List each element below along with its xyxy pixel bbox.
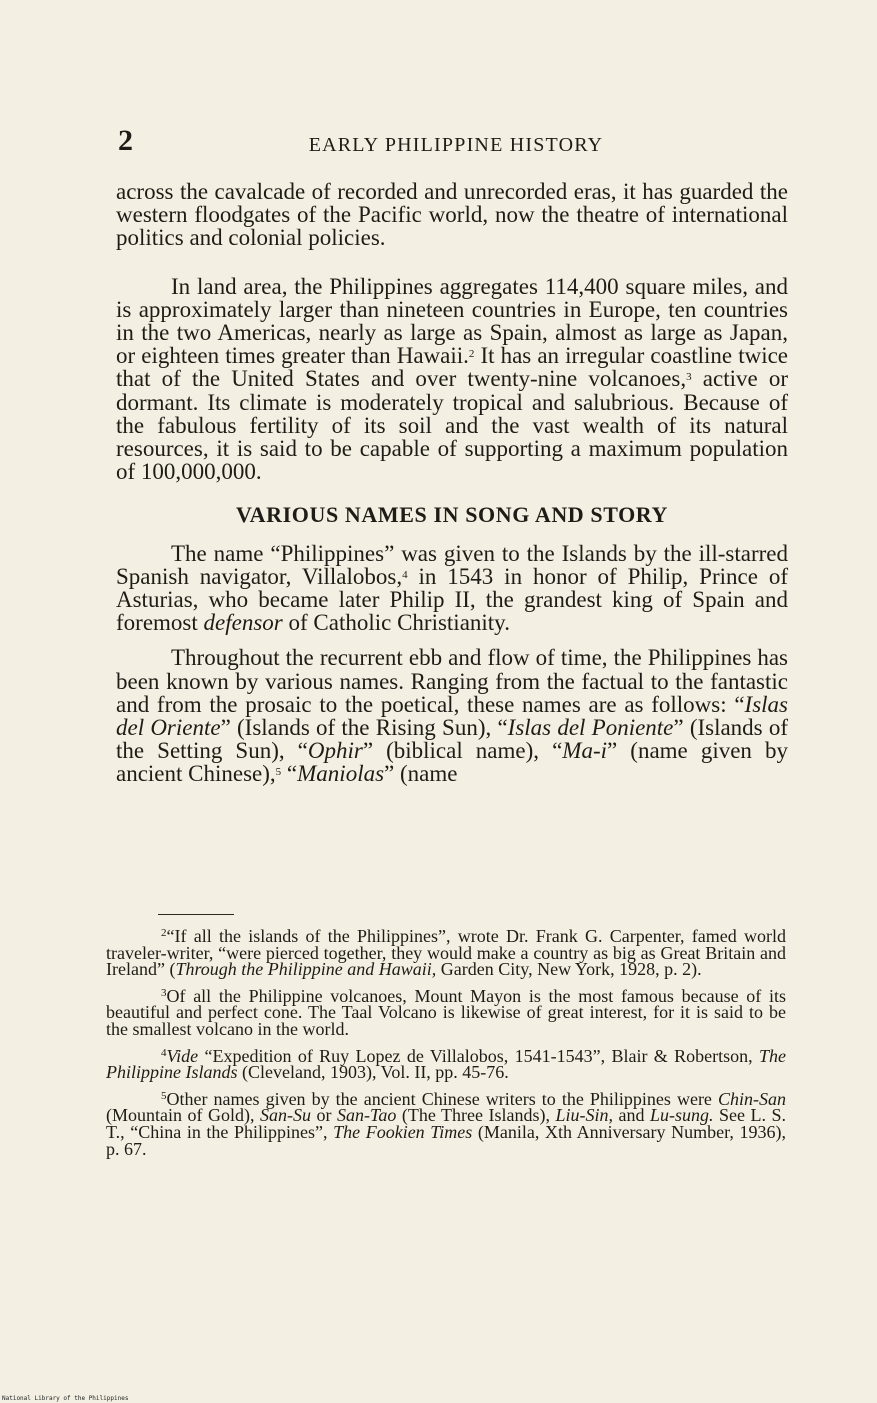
text-run: See L. S. T., “China in the Philippines”,: [106, 1105, 786, 1142]
text-run: (Manila, Xth Anniversary Number, 1936), p. 67.: [106, 1121, 786, 1159]
text-run: or: [310, 1105, 337, 1126]
text-run: (The Three Islands),: [396, 1105, 556, 1126]
footnote-number: 3: [161, 986, 167, 999]
italic-term: Islas del Oriente: [116, 691, 788, 741]
italic-term: Chin-San: [717, 1088, 786, 1109]
text-run: The name “Philippines” was given to the Islands by the ill-starred Spanish navigator, Villalobos,: [116, 540, 788, 589]
text-run: Garden City, New York, 1928, p. 2).: [436, 959, 702, 980]
italic-term: The Fookien Times: [333, 1121, 473, 1142]
text-run: “: [281, 761, 298, 787]
text-run: Other names given by the ancient Chinese writers to the Philippines were: [166, 1088, 718, 1109]
text-run: “Expedition of Ruy Lopez de Villalobos, 1541-1543”, Blair & Robertson,: [198, 1045, 759, 1066]
text-run: (Cleveland, 1903), Vol. II, pp. 45-76.: [237, 1062, 509, 1083]
footnote-ref: 2: [468, 348, 475, 361]
text-run: ” (biblical name), “: [362, 738, 563, 764]
italic-term: defensor: [203, 610, 283, 636]
italic-term: Through the Philippine and Hawaii,: [175, 959, 437, 980]
text-run: In land area, the Philippines aggregates 114,400 square miles, and is approximately larger than nineteen countries in Europe, ten countries in the two Americas, nearly as large as Spain, almost as large as Japan, or eighteen times greater than Hawaii.: [116, 273, 788, 369]
text-run: ” (name: [384, 761, 458, 787]
footnote-ref: 5: [275, 766, 282, 779]
section-heading: VARIOUS NAMES IN SONG AND STORY: [235, 502, 669, 528]
text-run: ” (name given by ancient Chinese),: [116, 738, 788, 787]
body-text: [116, 180, 788, 786]
text-run: ” (Islands of the Rising Sun), “: [220, 715, 508, 741]
running-head: EARLY PHILIPPINE HISTORY: [308, 134, 604, 156]
footnote-number: 5: [161, 1089, 167, 1102]
text-run: and: [612, 1105, 650, 1126]
italic-term: Ophir: [307, 738, 363, 764]
italic-term: Lu-sung.: [649, 1105, 714, 1126]
footnote: [106, 1045, 786, 1083]
text-run: Of all the Philippine volcanoes, Mount Mayon is the most famous because of its beautiful and perfect cone. The Taal Volcano is likewise of great interest, for it is said to be the smallest volcano in the world.: [106, 985, 786, 1039]
paragraph: [116, 646, 788, 785]
italic-term: Islas del Poniente: [507, 715, 674, 741]
page-number: 2: [118, 124, 133, 157]
italic-term: Vide: [166, 1045, 199, 1066]
footnote-number: 2: [161, 927, 167, 939]
italic-term: Ma-i: [562, 738, 608, 764]
text-run: in 1543 in honor of Philip, Prince of Asturias, who became later Philip II, the grandest king of Spain and foremost: [116, 563, 788, 636]
text-run: (Mountain of Gold),: [106, 1105, 260, 1126]
italic-term: Liu-Sin,: [555, 1105, 613, 1126]
text-run: ” (Islands of the Setting Sun), “: [116, 715, 789, 764]
footnote-ref: 3: [686, 371, 692, 384]
italic-term: The Philippine Islands: [106, 1045, 786, 1083]
italic-term: San-Su: [259, 1105, 311, 1126]
footnote: [106, 1088, 786, 1159]
text-run: active or dormant. Its climate is moderately tropical and salubrious. Because of the fabulous fertility of its soil and the vast wealth of its natural resources, it is said to be capable of supporting a maximum population of 100,000,000.: [116, 366, 788, 485]
paragraph: [116, 275, 788, 484]
footnote: [106, 928, 786, 978]
footnote: [106, 985, 786, 1039]
paragraph: [116, 542, 788, 635]
text-run: of Catholic Christianity.: [282, 610, 510, 636]
text-run: It has an irregular coastline twice that of the United States and over twenty-nine volcanoes,: [116, 343, 788, 392]
footnotes: [106, 928, 786, 1157]
footnote-number: 4: [161, 1046, 167, 1059]
italic-term: Maniolas: [297, 761, 385, 787]
paragraph: across the cavalcade of recorded and unrecorded eras, it has guarded the western floodgates of the Pacific world, now the theatre of international politics and colonial policies.: [116, 179, 788, 251]
text-run: Throughout the recurrent ebb and flow of time, the Philippines has been known by various names. Ranging from the factual to the fantastic and from the prosaic to the poetical, these names are as follows: “: [116, 645, 788, 717]
footnote-ref: 4: [402, 568, 408, 581]
scan-credit: National Library of the Philippines: [2, 1395, 129, 1402]
italic-term: San-Tao: [336, 1105, 397, 1126]
footnote-divider: [158, 914, 234, 915]
text-run: “If all the islands of the Philippines”, wrote Dr. Frank G. Carpenter, famed world traveler-writer, “were pierced together, they would make a country as big as Great Britain and Ireland” (: [106, 926, 786, 980]
